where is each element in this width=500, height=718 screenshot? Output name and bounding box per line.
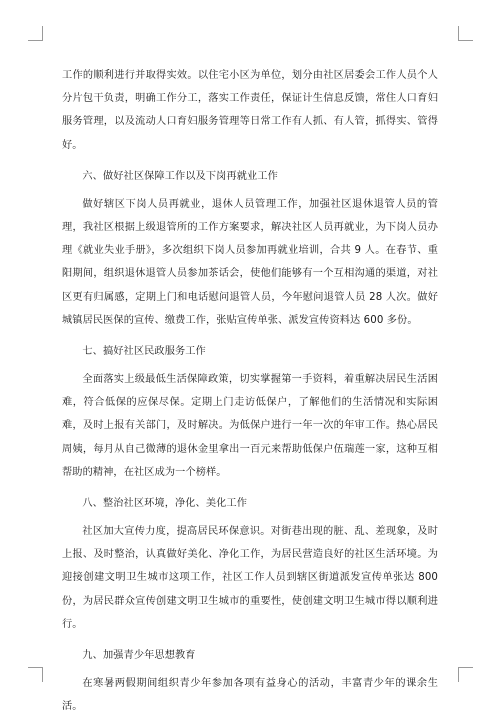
crop-mark-top-left [28, 26, 43, 41]
intro-paragraph: 工作的顺利进行并取得实效。以住宅小区为单位，划分由社区居委会工作人员个人分片包干负责，明确工作分工，落实工作责任，保证计生信息反馈，常住人口育妇服务管理，以及流动人口育妇服务管理等日常工作有人抓、有人管，抓得实、管得好。 [62, 70, 438, 151]
section-heading-6: 六、做好社区保障工作以及下岗再就业工作 [82, 170, 278, 182]
crop-mark-bottom-left [28, 667, 43, 682]
crop-mark-top-right [458, 26, 473, 41]
section-paragraph-6: 做好辖区下岗人员再就业，退休人员管理工作，加强社区退休退管人员的管理，我社区根据上级退管所的工作方案要求，解决社区人员再就业，为下岗人员办理《就业失业手册》，多次组织下岗人员参加再就业培训，合共 9 人。在春节、重阳期间，组织退休退管人员参加茶话会，使他们能够有一个互相沟通的渠道，对社区更有归属感，定期上门和电话慰问退管人员，今年慰问退管人员 28 人次。做好城镇居民医保的宣传、缴费工作，张贴宣传单张、派发宣传资料达 600 多份。 [62, 198, 438, 326]
section-paragraph-7: 全面落实上级最低生活保障政策，切实掌握第一手资料，着重解决居民生活困难，符合低保的应保尽保。定期上门走访低保户，了解他们的生活情况和实际困难，及时上报有关部门，及时解决。为低保户进行一年一次的年审工作。热心居民周姨，每月从自己微薄的退休金里拿出一百元来帮助低保户伍瑞莲一家，这种互相帮助的精神，在社区成为一个榜样。 [62, 374, 438, 478]
section-heading-8: 八、整治社区环境，净化、美化工作 [82, 498, 247, 510]
section-heading-9: 九、加强青少年思想教育 [82, 650, 196, 662]
document-body [62, 64, 438, 718]
section-paragraph-8: 社区加大宣传力度，提高居民环保意识。对街巷出现的脏、乱、差现象，及时上报、及时整治，认真做好美化、净化工作，为居民营造良好的社区生活环境。为迎接创建文明卫生城市这项工作，社区工作人员到辖区街道派发宣传单张达 800 份，为居民群众宣传创建文明卫生城市的重要性，使创建文明卫生城市得以顺利进行。 [62, 526, 438, 630]
crop-mark-bottom-right [458, 667, 473, 682]
section-heading-7: 七、搞好社区民政服务工作 [82, 346, 206, 358]
section-paragraph-9: 在寒暑两假期间组织青少年参加各项有益身心的活动，丰富青少年的课余生活。 [62, 678, 438, 713]
